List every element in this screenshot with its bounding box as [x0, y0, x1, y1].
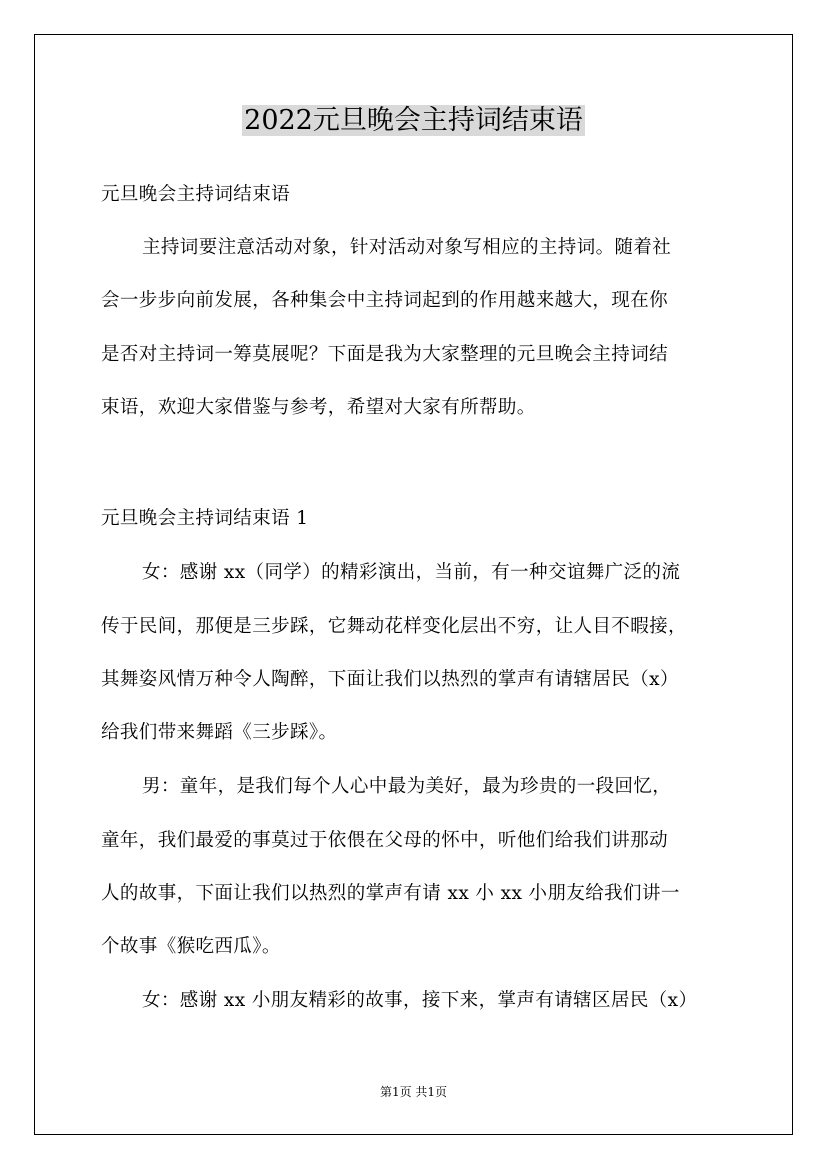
paragraph2-line-1: 男：童年，是我们每个人心中最为美好，最为珍贵的一段回忆，	[142, 776, 672, 797]
section-heading: 元旦晚会主持词结束语 1	[101, 508, 309, 529]
paragraph2-line-3: 人的故事，下面让我们以热烈的掌声有请 xx 小 xx 小朋友给我们讲一	[101, 883, 680, 904]
paragraph1-line-2: 传于民间，那便是三步踩，它舞动花样变化层出不穷，让人目不暇接，	[101, 616, 687, 637]
paragraph1-line-4: 给我们带来舞蹈《三步踩》。	[101, 722, 338, 743]
document-title-text: 2022元旦晚会主持词结束语	[244, 105, 583, 136]
intro-line-3: 是否对主持词一筹莫展呢？下面是我为大家整理的元旦晚会主持词结	[101, 344, 669, 365]
paragraph3-line-1: 女：感谢 xx 小朋友精彩的故事，接下来，掌声有请辖区居民（x）	[142, 990, 698, 1011]
page-footer: 第1页 共1页	[379, 1085, 448, 1099]
paragraph1-line-1: 女：感谢 xx（同学）的精彩演出，当前，有一种交谊舞广泛的流	[142, 562, 681, 583]
intro-line-2: 会一步步向前发展，各种集会中主持词起到的作用越来越大，现在你	[101, 290, 669, 311]
paragraph2-line-4: 个故事《猴吃西瓜》。	[101, 936, 281, 957]
document-title	[0, 100, 827, 142]
document-subtitle: 元旦晚会主持词结束语	[101, 184, 291, 205]
intro-line-4: 束语，欢迎大家借鉴与参考，希望对大家有所帮助。	[101, 397, 536, 418]
paragraph2-line-2: 童年，我们最爱的事莫过于依偎在父母的怀中，听他们给我们讲那动	[101, 830, 669, 851]
paragraph1-line-3: 其舞姿风情万种令人陶醉，下面让我们以热烈的掌声有请辖居民（x）	[101, 669, 679, 690]
intro-line-1: 主持词要注意活动对象，针对活动对象写相应的主持词。随着社	[142, 237, 672, 258]
